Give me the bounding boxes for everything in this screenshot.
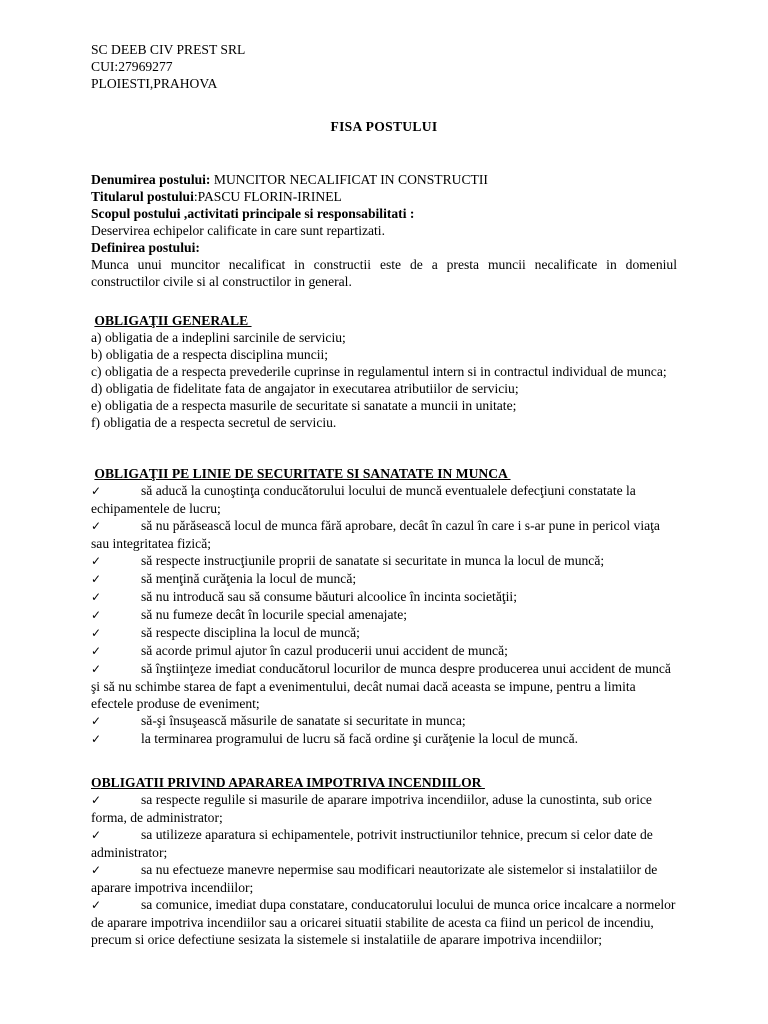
checkmark-icon: ✓ xyxy=(91,898,102,912)
checkmark-icon: ✓ xyxy=(91,484,102,498)
list-item-text: sa utilizeze aparatura si echipamentele, potrivit instructiunilor tehnice, precum si celor date de administrator; xyxy=(91,827,653,860)
section-heading-incendii: OBLIGATII PRIVIND APARAREA IMPOTRIVA INCENDIILOR xyxy=(91,775,485,790)
list-item xyxy=(91,606,677,624)
list-item-text: sa nu efectueze manevre nepermise sau modificari neautorizate ale sistemelor si instalatiilor de aparare impotriva incendiilor; xyxy=(91,862,658,895)
list-item-text: să menţină curăţenia la locul de muncă; xyxy=(141,571,357,586)
list-item xyxy=(91,861,677,896)
checkmark-icon: ✓ xyxy=(91,828,102,842)
company-header xyxy=(91,41,677,92)
incendii-list xyxy=(91,791,677,948)
checkmark-icon: ✓ xyxy=(91,863,102,877)
list-item-text: să respecte instrucţiunile proprii de sanatate si securitate in munca la locul de muncă; xyxy=(141,553,605,568)
list-item: e) obligatia de a respecta masurile de securitate si sanatate a muncii in unitate; xyxy=(91,398,517,413)
field-scop-value: Deservirea echipelor calificate in care sunt repartizati. xyxy=(91,223,385,238)
company-name: SC DEEB CIV PREST SRL xyxy=(91,42,246,57)
field-titular-value: :PASCU FLORIN-IRINEL xyxy=(193,189,342,204)
company-cui: CUI:27969277 xyxy=(91,59,173,74)
checkmark-icon: ✓ xyxy=(91,590,102,604)
list-item-text: să acorde primul ajutor în cazul producerii unui accident de muncă; xyxy=(141,643,508,658)
list-item-text: sa comunice, imediat dupa constatare, conducatorului locului de munca orice incalcare a normelor de aparare impotriva incendiilor sau a oricarei situatii stabilite de acesta ca fiind un pericol de incendiu, precum si orice defectiune sesizata la sistemele si instalatiile de aparare impotriva incendiilor; xyxy=(91,897,676,947)
field-denumire-label: Denumirea postului: xyxy=(91,172,211,187)
checkmark-icon: ✓ xyxy=(91,662,102,676)
section-heading-generale: OBLIGAŢII GENERALE xyxy=(94,313,252,328)
checkmark-icon: ✓ xyxy=(91,608,102,622)
list-item xyxy=(91,642,677,660)
list-item: c) obligatia de a respecta prevederile cuprinse in regulamentul intern si in contractul individual de munca; xyxy=(91,364,667,379)
list-item-text: să înştiinţeze imediat conducătorul locurilor de munca despre producerea unui accident de muncă şi să nu schimbe starea de fapt a evenimentului, decât numai dacă aceasta se impune, pentru a limita efectele produse de eveniment; xyxy=(91,661,671,711)
list-item-text: să respecte disciplina la locul de muncă; xyxy=(141,625,360,640)
section-obligatii-incendii xyxy=(91,774,677,948)
list-item: f) obligatia de a respecta secretul de serviciu. xyxy=(91,415,337,430)
list-item: b) obligatia de a respecta disciplina muncii; xyxy=(91,347,329,362)
list-item-text: să nu introducă sau să consume băuturi alcoolice în incinta societăţii; xyxy=(141,589,517,604)
generale-list xyxy=(91,329,677,431)
list-item xyxy=(91,826,677,861)
field-denumire-value: MUNCITOR NECALIFICAT IN CONSTRUCTII xyxy=(210,172,488,187)
list-item xyxy=(91,588,677,606)
list-item-text: să nu părăsească locul de munca fără aprobare, decât în cazul în care i s-ar pune in pericol viaţa sau integritatea fizică; xyxy=(91,518,660,551)
field-definire-label: Definirea postului: xyxy=(91,240,200,255)
list-item-text: să nu fumeze decât în locurile special amenajate; xyxy=(141,607,408,622)
list-item xyxy=(91,482,677,517)
list-item: d) obligatia de fidelitate fata de angajator in executarea atributiilor de serviciu; xyxy=(91,381,519,396)
checkmark-icon: ✓ xyxy=(91,554,102,568)
list-item-text: la terminarea programului de lucru să facă ordine şi curăţenie la locul de muncă. xyxy=(141,731,579,746)
list-item-text: să-şi însuşească măsurile de sanatate si securitate in munca; xyxy=(141,713,466,728)
document-title: FISA POSTULUI xyxy=(330,119,438,134)
list-item xyxy=(91,624,677,642)
section-obligatii-securitate xyxy=(91,465,677,748)
checkmark-icon: ✓ xyxy=(91,793,102,807)
field-titular xyxy=(91,188,677,205)
securitate-list xyxy=(91,482,677,748)
checkmark-icon: ✓ xyxy=(91,714,102,728)
checkmark-icon: ✓ xyxy=(91,572,102,586)
list-item xyxy=(91,517,677,552)
section-heading-securitate: OBLIGAŢII PE LINIE DE SECURITATE SI SANATATE IN MUNCA xyxy=(94,466,511,481)
company-location: PLOIESTI,PRAHOVA xyxy=(91,76,218,91)
document-page xyxy=(91,41,677,948)
field-titular-label: Titularul postului xyxy=(91,189,194,204)
list-item-text: să aducă la cunoştinţa conducătorului locului de muncă eventualele defecţiuni constatate la echipamentele de lucru; xyxy=(91,483,636,516)
list-item xyxy=(91,791,677,826)
list-item xyxy=(91,552,677,570)
list-item-text: sa respecte regulile si masurile de aparare impotriva incendiilor, aduse la cunostinta, sub orice forma, de administrator; xyxy=(91,792,652,825)
checkmark-icon: ✓ xyxy=(91,519,102,533)
list-item: a) obligatia de a indeplini sarcinile de serviciu; xyxy=(91,330,346,345)
list-item xyxy=(91,712,677,730)
checkmark-icon: ✓ xyxy=(91,732,102,746)
section-obligatii-generale xyxy=(91,312,677,431)
checkmark-icon: ✓ xyxy=(91,626,102,640)
list-item xyxy=(91,570,677,588)
field-denumire xyxy=(91,171,677,188)
list-item xyxy=(91,660,677,712)
job-fields xyxy=(91,171,677,290)
list-item xyxy=(91,730,677,748)
field-definire-value: Munca unui muncitor necalificat in constructii este de a presta muncii necalificate in domeniul constructilor civile si al constructilor in general. xyxy=(91,257,677,289)
field-scop-label: Scopul postului ,activitati principale si responsabilitati : xyxy=(91,206,415,221)
checkmark-icon: ✓ xyxy=(91,644,102,658)
list-item xyxy=(91,896,677,948)
